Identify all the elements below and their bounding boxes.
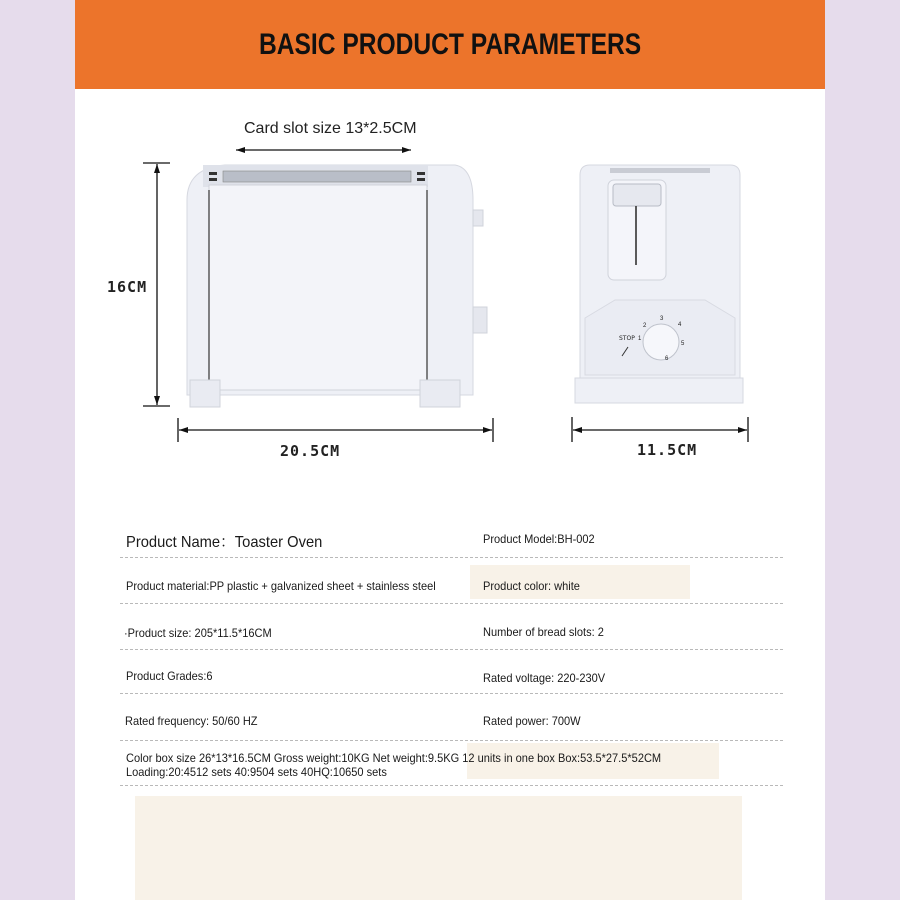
spec-rated-power: Rated power: 700W — [483, 714, 581, 728]
dial-mark-3: 3 — [660, 316, 664, 322]
spec-product-name: Product Name：Toaster Oven — [126, 534, 323, 551]
height-label: 16CM — [107, 278, 148, 296]
page-title: BASIC PRODUCT PARAMETERS — [258, 27, 642, 61]
spec-packing-line1: Color box size 26*13*16.5CM Gross weight:10KG Net weight:9.5KG 12 units in one box Box:53.5*27.5*52CM — [126, 751, 662, 765]
dial-mark-5: 5 — [681, 341, 685, 347]
product-illustration — [75, 140, 825, 470]
dial-stop-label: STOP — [619, 335, 635, 342]
side-width-label: 11.5CM — [637, 441, 698, 459]
spec-product-model: Product Model:BH-002 — [483, 532, 595, 546]
spec-row-4 — [120, 649, 783, 694]
footer-highlight-block — [135, 796, 742, 900]
spec-rated-frequency: Rated frequency: 50/60 HZ — [125, 714, 258, 728]
card-slot-label: Card slot size 13*2.5CM — [244, 120, 417, 137]
title-banner — [75, 0, 825, 89]
dial-mark-2: 2 — [643, 323, 647, 329]
front-width-label: 20.5CM — [280, 442, 341, 460]
spec-product-color: Product color: white — [483, 579, 580, 593]
spec-product-material: Product material:PP plastic + galvanized sheet + stainless steel — [126, 579, 436, 593]
spec-bread-slots: Number of bread slots: 2 — [483, 625, 604, 639]
dial-mark-1: 1 — [638, 336, 642, 342]
spec-product-grades: Product Grades:6 — [126, 669, 213, 683]
spec-rated-voltage: Rated voltage: 220-230V — [483, 671, 606, 685]
dial-mark-4: 4 — [678, 322, 682, 328]
spec-product-size: ·Product size: 205*11.5*16CM — [124, 626, 272, 640]
dial-mark-6: 6 — [665, 356, 669, 362]
spec-packing-line2: Loading:20:4512 sets 40:9504 sets 40HQ:10650 sets — [126, 765, 387, 779]
content-panel — [75, 0, 825, 900]
